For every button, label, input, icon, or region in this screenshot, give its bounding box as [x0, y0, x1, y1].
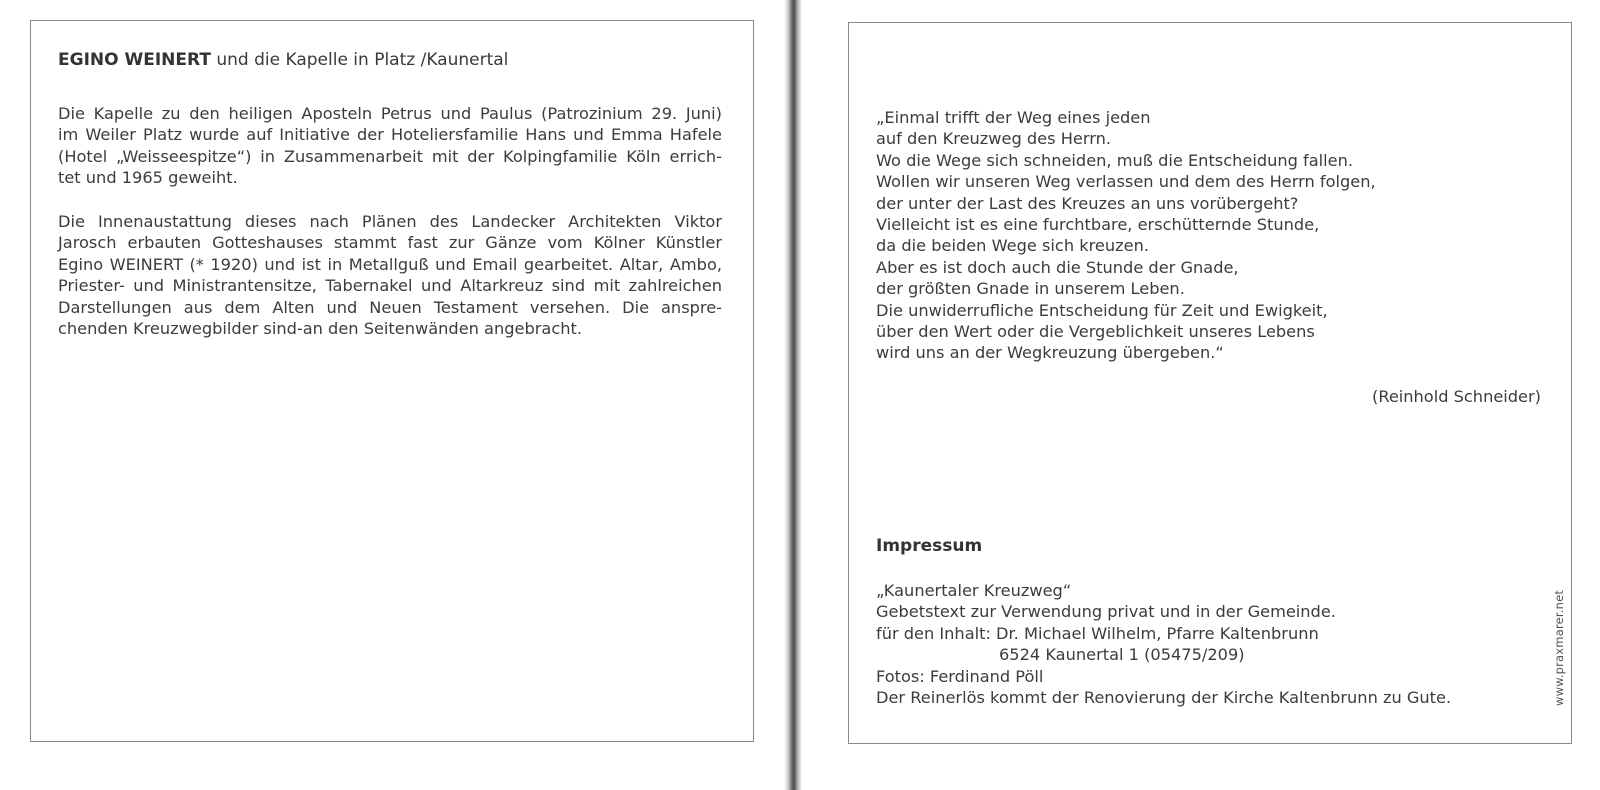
book-spine — [784, 0, 802, 790]
website-url: www.praxmarer.net — [1552, 589, 1566, 706]
poem-line: der unter der Last des Kreuzes an uns vorübergeht? — [876, 193, 1299, 213]
text-line: Die Innenaustattung dieses nach Plänen des Landecker Architekten Viktor — [58, 212, 722, 231]
right-page — [848, 22, 1572, 744]
text-line: chenden Kreuzwegbilder sind-an den Seitenwänden angebracht. — [58, 319, 582, 339]
impressum-line: für den Inhalt: Dr. Michael Wilhelm, Pfarre Kaltenbrunn — [876, 623, 1319, 643]
left-page — [30, 20, 754, 742]
text-line: Priester- und Ministrantensitze, Tabernakel und Altarkreuz sind mit zahlreichen — [58, 276, 722, 296]
impressum-block — [876, 580, 1451, 708]
impressum-line: Fotos: Ferdinand Pöll — [876, 666, 1044, 686]
poem-line: Wollen wir unseren Weg verlassen und dem des Herrn folgen, — [876, 172, 1376, 192]
poem-line: Die unwiderrufliche Entscheidung für Zeit und Ewigkeit, — [876, 300, 1328, 320]
poem-line: auf den Kreuzweg des Herrn. — [876, 129, 1112, 149]
poem-quote — [876, 107, 1376, 364]
poem-line: wird uns an der Wegkreuzung übergeben.“ — [876, 343, 1224, 363]
paragraph-chapel-history — [58, 103, 722, 189]
poem-line: „Einmal trifft der Weg eines jeden — [876, 108, 1151, 127]
text-line: Die Kapelle zu den heiligen Aposteln Petrus und Paulus (Patrozinium 29. Juni) — [58, 104, 722, 123]
paragraph-interior — [58, 211, 722, 339]
quote-author: (Reinhold Schneider) — [1372, 387, 1541, 406]
impressum-line: Gebetstext zur Verwendung privat und in der Gemeinde. — [876, 602, 1336, 622]
text-line: im Weiler Platz wurde auf Initiative der Hoteliersfamilie Hans und Emma Hafele — [58, 125, 722, 145]
impressum-line: 6524 Kaunertal 1 (05475/209) — [999, 645, 1245, 665]
poem-line: Wo die Wege sich schneiden, muß die Entscheidung fallen. — [876, 150, 1354, 170]
impressum-line: Der Reinerlös kommt der Renovierung der Kirche Kaltenbrunn zu Gute. — [876, 688, 1452, 708]
page-title: EGINO WEINERT und die Kapelle in Platz /Kaunertal — [58, 50, 509, 70]
poem-line: Vielleicht ist es eine furchtbare, erschütternde Stunde, — [876, 215, 1320, 235]
impressum-heading: Impressum — [876, 536, 983, 556]
text-line: (Hotel „Weisseespitze“) in Zusammenarbeit mit der Kolpingfamilie Köln errich- — [58, 146, 722, 166]
poem-line: da die beiden Wege sich kreuzen. — [876, 236, 1149, 256]
poem-line: über den Wert oder die Vergeblichkeit unseres Lebens — [876, 322, 1315, 342]
poem-line: Aber es ist doch auch die Stunde der Gnade, — [876, 257, 1239, 277]
poem-line: der größten Gnade in unserem Leben. — [876, 279, 1185, 299]
text-line: tet und 1965 geweiht. — [58, 168, 238, 188]
text-line: Egino WEINERT (* 1920) und ist in Metallguß und Email gearbeitet. Altar, Ambo, — [58, 254, 722, 274]
text-line: Jarosch erbauten Gotteshauses stammt fast zur Gänze vom Kölner Künstler — [58, 233, 722, 253]
text-line: Darstellungen aus dem Alten und Neuen Testament versehen. Die anspre- — [58, 297, 722, 317]
impressum-line: „Kaunertaler Kreuzweg“ — [876, 581, 1072, 600]
